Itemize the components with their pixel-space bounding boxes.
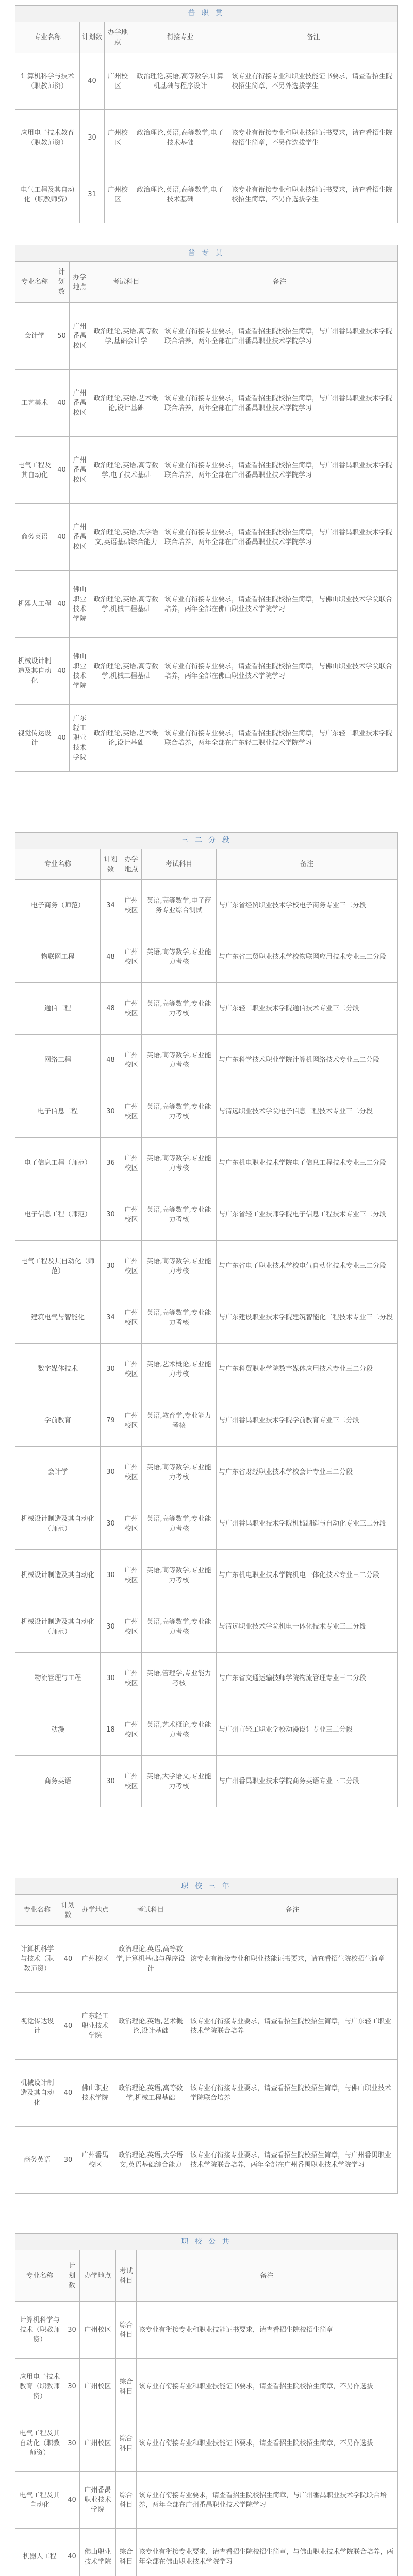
cell-note: 与广州番禺职业技术学院机械制造与自动化专业三二分段 <box>217 1498 398 1550</box>
table-row <box>15 931 398 983</box>
col-header: 考试科目 <box>116 2250 137 2302</box>
cell-location: 广州校区 <box>80 2302 116 2359</box>
col-header: 专业名称 <box>15 1895 59 1926</box>
table-row <box>15 2302 398 2359</box>
table-row <box>15 705 398 772</box>
cell-note: 该专业有衔接专业要求，请查看招生院校招生简章，与广州番禺职业技术学院联合培养，两年全部在广州番禺职业技术学院学习 <box>162 504 398 571</box>
col-header: 备注 <box>229 22 398 53</box>
table-row <box>15 1704 398 1756</box>
table-row <box>15 2529 398 2576</box>
table-puzhiguan <box>15 5 398 223</box>
cell-location: 广州番禺校区 <box>70 303 90 370</box>
cell-note: 与广东科贸职业学院数字媒体应用技术专业三二分段 <box>217 1344 398 1395</box>
cell-major: 工艺美术 <box>15 370 54 437</box>
cell-location: 广州番禺校区 <box>70 504 90 571</box>
cell-subjects: 英语,高等数学,专业能力考核 <box>142 1292 217 1344</box>
cell-plan: 30 <box>64 2415 80 2472</box>
cell-major: 电气工程及其自动化（职教师资） <box>15 2415 64 2472</box>
cell-note: 该专业有衔接专业和职业技能证书要求，请查看招生院校招生简章，不另作选拔学生 <box>229 166 398 223</box>
cell-note: 与广东省交通运输技师学院物流管理专业三二分段 <box>217 1653 398 1704</box>
cell-plan: 48 <box>101 1035 121 1086</box>
section-zhixiaosannian <box>15 1878 398 2208</box>
cell-note: 与清远职业技术学院电子信息工程技术专业三二分段 <box>217 1086 398 1138</box>
cell-location: 佛山职业技术学院 <box>70 638 90 705</box>
cell-subjects: 政治理论,英语,高等数学,基础会计学 <box>90 303 162 370</box>
table-row <box>15 1756 398 1807</box>
table-row <box>15 2060 398 2127</box>
cell-location: 广东轻工职业技术学院 <box>70 705 90 772</box>
cell-subjects: 政治理论,英语,艺术概论,设计基础 <box>90 705 162 772</box>
col-header: 办学地点 <box>121 849 142 880</box>
cell-plan: 40 <box>54 437 70 504</box>
cell-note: 该专业有衔接专业要求，请查看招生院校招生简章，与广东轻工职业技术学院联合培养 <box>188 1993 398 2060</box>
cell-note: 与广东省财经职业技术学校会计专业三二分段 <box>217 1447 398 1498</box>
cell-plan: 40 <box>59 1926 77 1993</box>
section-sanerfenduan <box>15 832 398 1857</box>
cell-location: 广州校区 <box>121 1653 142 1704</box>
col-header: 计划数 <box>64 2250 80 2302</box>
table-zhixiaogonggong <box>15 2233 398 2576</box>
cell-plan: 40 <box>80 53 105 110</box>
cell-plan: 30 <box>101 1189 121 1241</box>
col-header: 办学地点 <box>70 262 90 303</box>
table-row <box>15 1498 398 1550</box>
cell-note: 该专业有衔接专业和职业技能证书要求，请查看招生院校招生简章，不另作选拔 <box>137 2359 398 2415</box>
cell-major: 计算机科学与技术（职教师资） <box>15 2302 64 2359</box>
cell-plan: 31 <box>80 166 105 223</box>
cell-location: 广州校区 <box>121 1550 142 1601</box>
cell-subjects: 英语,高等数学,专业能力考核 <box>142 1086 217 1138</box>
table-row <box>15 1189 398 1241</box>
cell-major: 机器人工程 <box>15 571 54 638</box>
cell-location: 广州番禺校区 <box>70 437 90 504</box>
table-row <box>15 638 398 705</box>
cell-note: 该专业有衔接专业要求，请查看招生院校招生简章，与广州番禺职业技术学院联合培养，两年全部在广州番禺职业技术学院学习 <box>188 2127 398 2194</box>
cell-note: 该专业有衔接专业要求，请查看招生院校招生简章，与佛山职业技术学院联合培养，两年全部在佛山职业技术学院学习 <box>137 2529 398 2576</box>
cell-location: 广州校区 <box>121 880 142 931</box>
cell-major: 机械设计制造及其自动化（师范） <box>15 1498 101 1550</box>
cell-plan: 48 <box>101 983 121 1035</box>
cell-subjects: 综合科目 <box>116 2529 137 2576</box>
cell-note: 该专业有衔接专业要求，请查看招生院校招生简章，与广州番禺职业技术学院联合培养，两年全部在广州番禺职业技术学院学习 <box>162 437 398 504</box>
cell-plan: 18 <box>101 1704 121 1756</box>
cell-plan: 30 <box>101 1498 121 1550</box>
section-title: 职 校 公 共 <box>15 2234 398 2250</box>
cell-note: 该专业有衔接专业和职业技能证书要求，请查看招生院校招生简章，不另外选拔学生 <box>229 53 398 110</box>
cell-plan: 40 <box>54 571 70 638</box>
cell-plan: 48 <box>101 931 121 983</box>
cell-note: 与广东省轻工业技师学院电子信息工程技术专业三二分段 <box>217 1189 398 1241</box>
cell-location: 广州番禺校区 <box>77 2127 113 2194</box>
cell-subjects: 政治理论,英语,高等数学,机械工程基础 <box>90 638 162 705</box>
cell-subjects: 英语,高等数学,电子商务专业综合测试 <box>142 880 217 931</box>
col-header: 考试科目 <box>90 262 162 303</box>
cell-location: 广州番禺校区 <box>70 370 90 437</box>
cell-subjects: 综合科目 <box>116 2415 137 2472</box>
cell-major: 建筑电气与智能化 <box>15 1292 101 1344</box>
col-header: 备注 <box>188 1895 398 1926</box>
table-row <box>15 1601 398 1653</box>
cell-location: 广州校区 <box>121 1241 142 1292</box>
table-sanerfenduan <box>15 832 398 1807</box>
cell-location: 广州校区 <box>121 1498 142 1550</box>
col-header: 备注 <box>217 849 398 880</box>
cell-subjects: 政治理论,英语,高等数学,电子技术基础 <box>131 166 229 223</box>
table-row <box>15 2415 398 2472</box>
cell-subjects: 综合科目 <box>116 2302 137 2359</box>
cell-major: 机械设计制造及其自动化 <box>15 2060 59 2127</box>
cell-note: 与广东轻工职业技术学院通信技术专业三二分段 <box>217 983 398 1035</box>
table-row <box>15 1993 398 2060</box>
cell-note: 该专业有衔接专业要求，请查看招生院校招生简章，与广州番禺职业技术学院联合培养，两年全部在广州番禺职业技术学院学习 <box>162 303 398 370</box>
col-header: 计划数 <box>59 1895 77 1926</box>
cell-note: 与广州市轻工职业学校动漫设计专业三二分段 <box>217 1704 398 1756</box>
cell-plan: 40 <box>54 370 70 437</box>
table-row <box>15 110 398 166</box>
cell-major: 电气工程及其自动化 <box>15 437 54 504</box>
cell-subjects: 政治理论,英语,高等数学,机械工程基础 <box>113 2060 188 2127</box>
cell-plan: 30 <box>64 2302 80 2359</box>
cell-location: 广州校区 <box>105 166 131 223</box>
cell-location: 广州校区 <box>121 1292 142 1344</box>
cell-plan: 30 <box>59 2127 77 2194</box>
cell-plan: 40 <box>59 2060 77 2127</box>
cell-note: 与广东机电职业技术学院电子信息工程技术专业三二分段 <box>217 1138 398 1189</box>
col-header: 计划数 <box>80 22 105 53</box>
cell-plan: 30 <box>101 1756 121 1807</box>
cell-subjects: 英语,高等数学,专业能力考核 <box>142 1035 217 1086</box>
cell-subjects: 英语,高等数学,专业能力考核 <box>142 1550 217 1601</box>
col-header: 考试科目 <box>113 1895 188 1926</box>
cell-subjects: 英语,高等数学,专业能力考核 <box>142 931 217 983</box>
cell-major: 机械设计制造及其自动化（师范） <box>15 1601 101 1653</box>
section-zhixiaogonggong <box>15 2233 398 2576</box>
cell-location: 广州校区 <box>121 983 142 1035</box>
cell-subjects: 英语,高等数学,专业能力考核 <box>142 1447 217 1498</box>
table-row <box>15 983 398 1035</box>
cell-note: 该专业有衔接专业要求，请查看招生院校招生简章，与佛山职业技术学院联合培养，两年全部在佛山职业技术学院学习 <box>162 638 398 705</box>
cell-note: 该专业有衔接专业和职业技能证书要求，请查看招生院校招生简章 <box>137 2302 398 2359</box>
cell-location: 佛山职业技术学院 <box>80 2529 116 2576</box>
cell-subjects: 英语,艺术概论,专业能力考核 <box>142 1704 217 1756</box>
cell-major: 电子商务（师范） <box>15 880 101 931</box>
cell-subjects: 政治理论,英语,高等数学,机械工程基础 <box>90 571 162 638</box>
section-title: 职 校 三 年 <box>15 1878 398 1895</box>
cell-major: 商务英语 <box>15 1756 101 1807</box>
cell-plan: 40 <box>54 504 70 571</box>
cell-subjects: 政治理论,英语,高等数学,计算机基础与程序设计 <box>131 53 229 110</box>
cell-major: 通信工程 <box>15 983 101 1035</box>
cell-subjects: 政治理论,英语,艺术概论,设计基础 <box>90 370 162 437</box>
cell-subjects: 英语,高等数学,专业能力考核 <box>142 1189 217 1241</box>
cell-plan: 40 <box>54 638 70 705</box>
cell-note: 与广东省工贸职业技术学校物联网应用技术专业三二分段 <box>217 931 398 983</box>
table-puzhuanguan <box>15 245 398 772</box>
cell-location: 广州校区 <box>105 110 131 166</box>
cell-plan: 30 <box>101 1447 121 1498</box>
cell-plan: 30 <box>80 110 105 166</box>
cell-note: 与广东建设职业技术学院建筑智能化工程技术专业三二分段 <box>217 1292 398 1344</box>
cell-note: 与广州番禺职业技术学院商务英语专业三二分段 <box>217 1756 398 1807</box>
table-row <box>15 2472 398 2529</box>
cell-location: 广州校区 <box>121 1704 142 1756</box>
section-title: 普 专 贯 <box>15 245 398 262</box>
cell-location: 广东轻工职业技术学院 <box>77 1993 113 2060</box>
cell-plan: 30 <box>101 1344 121 1395</box>
cell-major: 计算机科学与技术（职教师资） <box>15 53 80 110</box>
section-puzhuanguan <box>15 245 398 811</box>
cell-major: 视觉传达设计 <box>15 705 54 772</box>
table-row <box>15 1035 398 1086</box>
table-row <box>15 370 398 437</box>
table-row <box>15 1241 398 1292</box>
cell-major: 应用电子技术教育（职教师资） <box>15 110 80 166</box>
cell-major: 电气工程及其自动化（师范） <box>15 1241 101 1292</box>
cell-subjects: 英语,高等数学,专业能力考核 <box>142 1241 217 1292</box>
cell-plan: 34 <box>101 880 121 931</box>
cell-plan: 79 <box>101 1395 121 1447</box>
cell-major: 电子信息工程 <box>15 1086 101 1138</box>
table-row <box>15 166 398 223</box>
col-header: 专业名称 <box>15 849 101 880</box>
table-row <box>15 303 398 370</box>
table-row <box>15 1292 398 1344</box>
cell-note: 与广东省经贸职业技术学校电子商务专业三二分段 <box>217 880 398 931</box>
cell-location: 广州校区 <box>121 1601 142 1653</box>
cell-subjects: 综合科目 <box>116 2359 137 2415</box>
cell-major: 电气工程及其自动化（职教师资） <box>15 166 80 223</box>
col-header: 考试科目 <box>142 849 217 880</box>
table-row <box>15 2127 398 2194</box>
cell-location: 广州校区 <box>121 1756 142 1807</box>
cell-major: 应用电子技术教育（职教师资） <box>15 2359 64 2415</box>
cell-note: 该专业有衔接专业要求，请查看招生院校招生简章，与佛山职业技术学院联合培养，两年全部在佛山职业技术学院学习 <box>162 571 398 638</box>
cell-plan: 30 <box>101 1086 121 1138</box>
cell-subjects: 英语,教育学,专业能力考核 <box>142 1395 217 1447</box>
table-row <box>15 1653 398 1704</box>
cell-major: 物流管理与工程 <box>15 1653 101 1704</box>
cell-major: 计算机科学与技术（职教师资） <box>15 1926 59 1993</box>
table-row <box>15 1447 398 1498</box>
cell-location: 广州校区 <box>80 2359 116 2415</box>
col-header: 专业名称 <box>15 2250 64 2302</box>
cell-major: 机械设计制造及其自动化 <box>15 638 54 705</box>
cell-location: 广州校区 <box>121 1395 142 1447</box>
cell-location: 广州校区 <box>121 1447 142 1498</box>
cell-major: 电气工程及其自动化 <box>15 2472 64 2529</box>
cell-major: 机械设计制造及其自动化 <box>15 1550 101 1601</box>
cell-subjects: 政治理论,英语,大学语文,英语基础综合能力 <box>113 2127 188 2194</box>
cell-major: 学前教育 <box>15 1395 101 1447</box>
table-row <box>15 1926 398 1993</box>
cell-location: 广州校区 <box>105 53 131 110</box>
col-header: 办学地点 <box>77 1895 113 1926</box>
cell-plan: 40 <box>64 2472 80 2529</box>
cell-plan: 30 <box>101 1241 121 1292</box>
col-header: 专业名称 <box>15 22 80 53</box>
cell-note: 该专业有衔接专业要求，请查看招生院校招生简章，与广州番禺职业技术学院联合培养，两年全部在广州番禺职业技术学院学习 <box>137 2472 398 2529</box>
col-header: 衔接专业 <box>131 22 229 53</box>
cell-major: 数字媒体技术 <box>15 1344 101 1395</box>
cell-note: 与广东省电子职业技术学校电气自动化技术专业三二分段 <box>217 1241 398 1292</box>
cell-subjects: 政治理论,英语,大学语文,英语基础综合能力 <box>90 504 162 571</box>
cell-plan: 30 <box>101 1601 121 1653</box>
cell-note: 该专业有衔接专业要求，请查看招生院校招生简章，与广州番禺职业技术学院联合培养，两年全部在广州番禺职业技术学院学习 <box>162 370 398 437</box>
table-row <box>15 1138 398 1189</box>
cell-note: 该专业有衔接专业和职业技能证书要求，请查看招生院校招生简章，不另作选拔学生 <box>229 110 398 166</box>
section-title: 三 二 分 段 <box>15 833 398 849</box>
col-header: 计划数 <box>54 262 70 303</box>
cell-subjects: 政治理论,英语,艺术概论,设计基础 <box>113 1993 188 2060</box>
cell-note: 与广东机电职业技术学院机电一体化技术专业三二分段 <box>217 1550 398 1601</box>
col-header: 备注 <box>137 2250 398 2302</box>
cell-location: 佛山职业技术学院 <box>77 2060 113 2127</box>
cell-subjects: 英语,高等数学,专业能力考核 <box>142 1138 217 1189</box>
cell-location: 广州校区 <box>77 1926 113 1993</box>
table-row <box>15 1395 398 1447</box>
table-row <box>15 437 398 504</box>
cell-major: 网络工程 <box>15 1035 101 1086</box>
col-header: 办学地点 <box>80 2250 116 2302</box>
cell-subjects: 政治理论,英语,高等数学,电子技术基础 <box>131 110 229 166</box>
cell-note: 该专业有衔接专业要求，请查看招生院校招生简章，与广东轻工职业技术学院联合培养，两年全部在广东轻工职业技术学院学习 <box>162 705 398 772</box>
cell-location: 广州番禺职业技术学院 <box>80 2472 116 2529</box>
cell-major: 视觉传达设计 <box>15 1993 59 2060</box>
cell-note: 与清远职业技术学院机电一体化技术专业三二分段 <box>217 1601 398 1653</box>
table-row <box>15 880 398 931</box>
cell-subjects: 英语,高等数学,专业能力考核 <box>142 983 217 1035</box>
cell-subjects: 英语,高等数学,专业能力考核 <box>142 1601 217 1653</box>
cell-plan: 34 <box>101 1292 121 1344</box>
cell-major: 电子信息工程（师范） <box>15 1189 101 1241</box>
cell-location: 佛山职业技术学院 <box>70 571 90 638</box>
cell-plan: 30 <box>101 1550 121 1601</box>
cell-location: 广州校区 <box>121 1086 142 1138</box>
cell-major: 电子信息工程（师范） <box>15 1138 101 1189</box>
cell-subjects: 英语,高等数学,专业能力考核 <box>142 1498 217 1550</box>
cell-major: 动漫 <box>15 1704 101 1756</box>
cell-note: 该专业有衔接专业和职业技能证书要求，请查看招生院校招生简章 <box>188 1926 398 1993</box>
table-row <box>15 571 398 638</box>
cell-major: 物联网工程 <box>15 931 101 983</box>
section-title: 普 职 贯 <box>15 6 398 22</box>
cell-location: 广州校区 <box>121 1035 142 1086</box>
cell-location: 广州校区 <box>121 1344 142 1395</box>
cell-major: 机器人工程 <box>15 2529 64 2576</box>
cell-note: 该专业有衔接专业和职业技能证书要求，请查看招生院校招生简章，不另作选拔 <box>137 2415 398 2472</box>
cell-location: 广州校区 <box>121 931 142 983</box>
cell-location: 广州校区 <box>121 1138 142 1189</box>
section-puzhiguan <box>15 5 398 232</box>
cell-plan: 30 <box>101 1653 121 1704</box>
cell-major: 商务英语 <box>15 2127 59 2194</box>
cell-plan: 40 <box>54 705 70 772</box>
table-row <box>15 504 398 571</box>
table-row <box>15 1344 398 1395</box>
cell-location: 广州校区 <box>80 2415 116 2472</box>
cell-note: 与广州番禺职业技术学院学前教育专业三二分段 <box>217 1395 398 1447</box>
cell-major: 会计学 <box>15 1447 101 1498</box>
cell-major: 商务英语 <box>15 504 54 571</box>
cell-major: 会计学 <box>15 303 54 370</box>
cell-subjects: 政治理论,英语,高等数学,电子技术基础 <box>90 437 162 504</box>
cell-subjects: 综合科目 <box>116 2472 137 2529</box>
table-row <box>15 53 398 110</box>
table-row <box>15 2359 398 2415</box>
cell-plan: 30 <box>64 2359 80 2415</box>
cell-plan: 50 <box>54 303 70 370</box>
cell-subjects: 英语,艺术概论,专业能力考核 <box>142 1344 217 1395</box>
table-row <box>15 1550 398 1601</box>
col-header: 办学地点 <box>105 22 131 53</box>
table-row <box>15 1086 398 1138</box>
cell-plan: 40 <box>59 1993 77 2060</box>
table-zhixiaosannian <box>15 1878 398 2194</box>
cell-plan: 36 <box>101 1138 121 1189</box>
cell-subjects: 政治理论,英语,高等数学,计算机基础与程序设计 <box>113 1926 188 1993</box>
cell-plan: 40 <box>64 2529 80 2576</box>
cell-location: 广州校区 <box>121 1189 142 1241</box>
cell-note: 与广东科学技术职业学院计算机网络技术专业三二分段 <box>217 1035 398 1086</box>
cell-subjects: 英语,管理学,专业能力考核 <box>142 1653 217 1704</box>
cell-note: 该专业有衔接专业要求，请查看招生院校招生简章，与佛山职业技术学院联合培养 <box>188 2060 398 2127</box>
col-header: 专业名称 <box>15 262 54 303</box>
cell-subjects: 英语,大学语文,专业能力考核 <box>142 1756 217 1807</box>
col-header: 备注 <box>162 262 398 303</box>
col-header: 计划数 <box>101 849 121 880</box>
